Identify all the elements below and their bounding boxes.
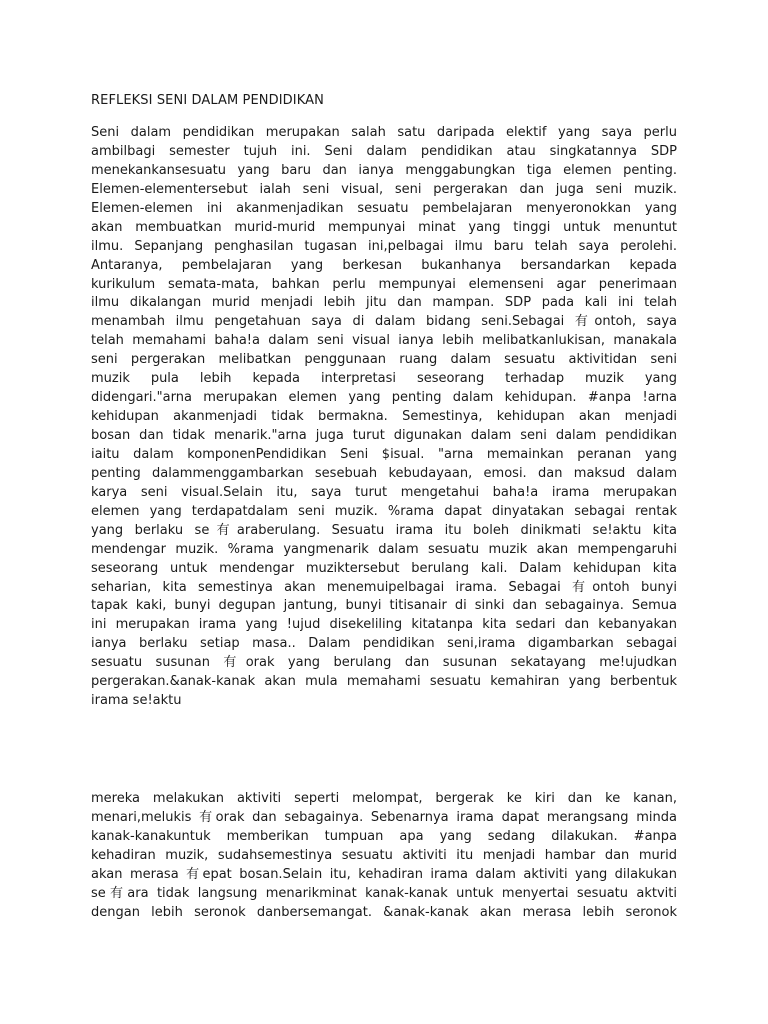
document-title: REFLEKSI SENI DALAM PENDIDIKAN: [91, 93, 324, 108]
text-line: penting dalammenggambarkan sesebuah kebudayaan, emosi. dan maksud dalam: [91, 465, 677, 481]
text-line: iaitu dalam komponenPendidikan Seni $isual. "arna memainkan peranan yang: [91, 446, 677, 462]
text-line: bosan dan tidak menarik."arna juga turut digunakan dalam seni dalam pendidikan: [91, 428, 677, 443]
text-line: elemen yang terdapatdalam seni muzik. %rama dapat dinyatakan sebagai rentak: [91, 503, 677, 519]
text-line: Elemen-elementersebut ialah seni visual, seni pergerakan dan juga seni muzik.: [91, 181, 677, 197]
text-line: kehidupan akanmenjadi tidak bermakna. Semestinya, kehidupan akan menjadi: [91, 409, 677, 425]
text-line: telah memahami baha!a dalam seni visual ianya lebih melibatkanlukisan, manakala: [91, 333, 677, 349]
text-line: menari,melukis 有orak dan sebagainya. Sebenarnya irama dapat merangsang minda: [91, 809, 677, 825]
text-line: mendengar muzik. %rama yangmenarik dalam sesuatu muzik akan mempengaruhi: [91, 541, 677, 557]
text-line: sesuatu susunan 有orak yang berulang dan susunan sekatayang me!ujudkan: [91, 655, 677, 671]
text-line: seseorang untuk mendengar muziktersebut berulang kali. Dalam kehidupan kita: [91, 560, 677, 576]
text-line: Seni dalam pendidikan merupakan salah satu daripada elektif yang saya perlu: [91, 125, 677, 140]
text-line: muzik pula lebih kepada interpretasi seseorang terhadap muzik yang: [91, 371, 677, 387]
text-line: irama se!aktu: [91, 693, 182, 709]
text-line: didengari."arna merupakan elemen yang penting dalam kehidupan. #anpa !arna: [91, 390, 677, 406]
text-line: seharian, kita semestinya akan menemuipelbagai irama. Sebagai 有ontoh bunyi: [91, 579, 677, 595]
text-line: ambilbagi semester tujuh ini. Seni dalam pendidikan atau singkatannya SDP: [91, 143, 677, 159]
text-line: karya seni visual.Selain itu, saya turut mengetahui baha!a irama merupakan: [91, 484, 677, 500]
body-text-page-2: [91, 790, 677, 923]
text-line: dengan lebih seronok danbersemangat. &anak-kanak akan merasa lebih seronok: [91, 904, 677, 920]
text-line: seni pergerakan melibatkan penggunaan ruang dalam sesuatu aktivitidan seni: [91, 352, 677, 368]
text-line: yang berlaku se有araberulang. Sesuatu irama itu boleh dinikmati se!aktu kita: [91, 522, 677, 538]
body-text-page-1: [91, 124, 677, 711]
text-line: menekankansesuatu yang baru dan ianya menggabungkan tiga elemen penting.: [91, 162, 677, 178]
text-line: ilmu. Sepanjang penghasilan tugasan ini,pelbagai ilmu baru telah saya perolehi.: [91, 238, 677, 254]
text-line: kurikulum semata-mata, bahkan perlu mempunyai elemenseni agar penerimaan: [91, 276, 677, 292]
text-line: akan merasa 有epat bosan.Selain itu, kehadiran irama dalam aktiviti yang dilakukan: [91, 866, 677, 882]
text-line: kanak-kanakuntuk memberikan tumpuan apa yang sedang dilakukan. #anpa: [91, 828, 677, 844]
text-line: tapak kaki, bunyi degupan jantung, bunyi titisanair di sinki dan sebagainya. Semua: [91, 598, 677, 614]
text-line: ianya berlaku setiap masa.. Dalam pendidikan seni,irama digambarkan sebagai: [91, 636, 677, 652]
text-line: mereka melakukan aktiviti seperti melompat, bergerak ke kiri dan ke kanan,: [91, 791, 677, 806]
text-line: se有ara tidak langsung menarikminat kanak-kanak untuk menyertai sesuatu aktviti: [91, 885, 677, 901]
text-line: akan membuatkan murid-murid mempunyai minat yang tinggi untuk menuntut: [91, 219, 677, 235]
text-line: ini merupakan irama yang !ujud disekeliling kitatanpa kita sedari dan kebanyakan: [91, 617, 677, 633]
text-line: kehadiran muzik, sudahsemestinya sesuatu aktiviti itu menjadi hambar dan murid: [91, 847, 677, 863]
text-line: Antaranya, pembelajaran yang berkesan bukanhanya bersandarkan kepada: [91, 257, 677, 273]
text-line: Elemen-elemen ini akanmenjadikan sesuatu pembelajaran menyeronokkan yang: [91, 200, 677, 216]
text-line: pergerakan.&anak-kanak akan mula memahami sesuatu kemahiran yang berbentuk: [91, 674, 677, 690]
text-line: ilmu dikalangan murid menjadi lebih jitu dan mampan. SDP pada kali ini telah: [91, 295, 677, 311]
text-line: menambah ilmu pengetahuan saya di dalam bidang seni.Sebagai 有ontoh, saya: [91, 314, 677, 330]
